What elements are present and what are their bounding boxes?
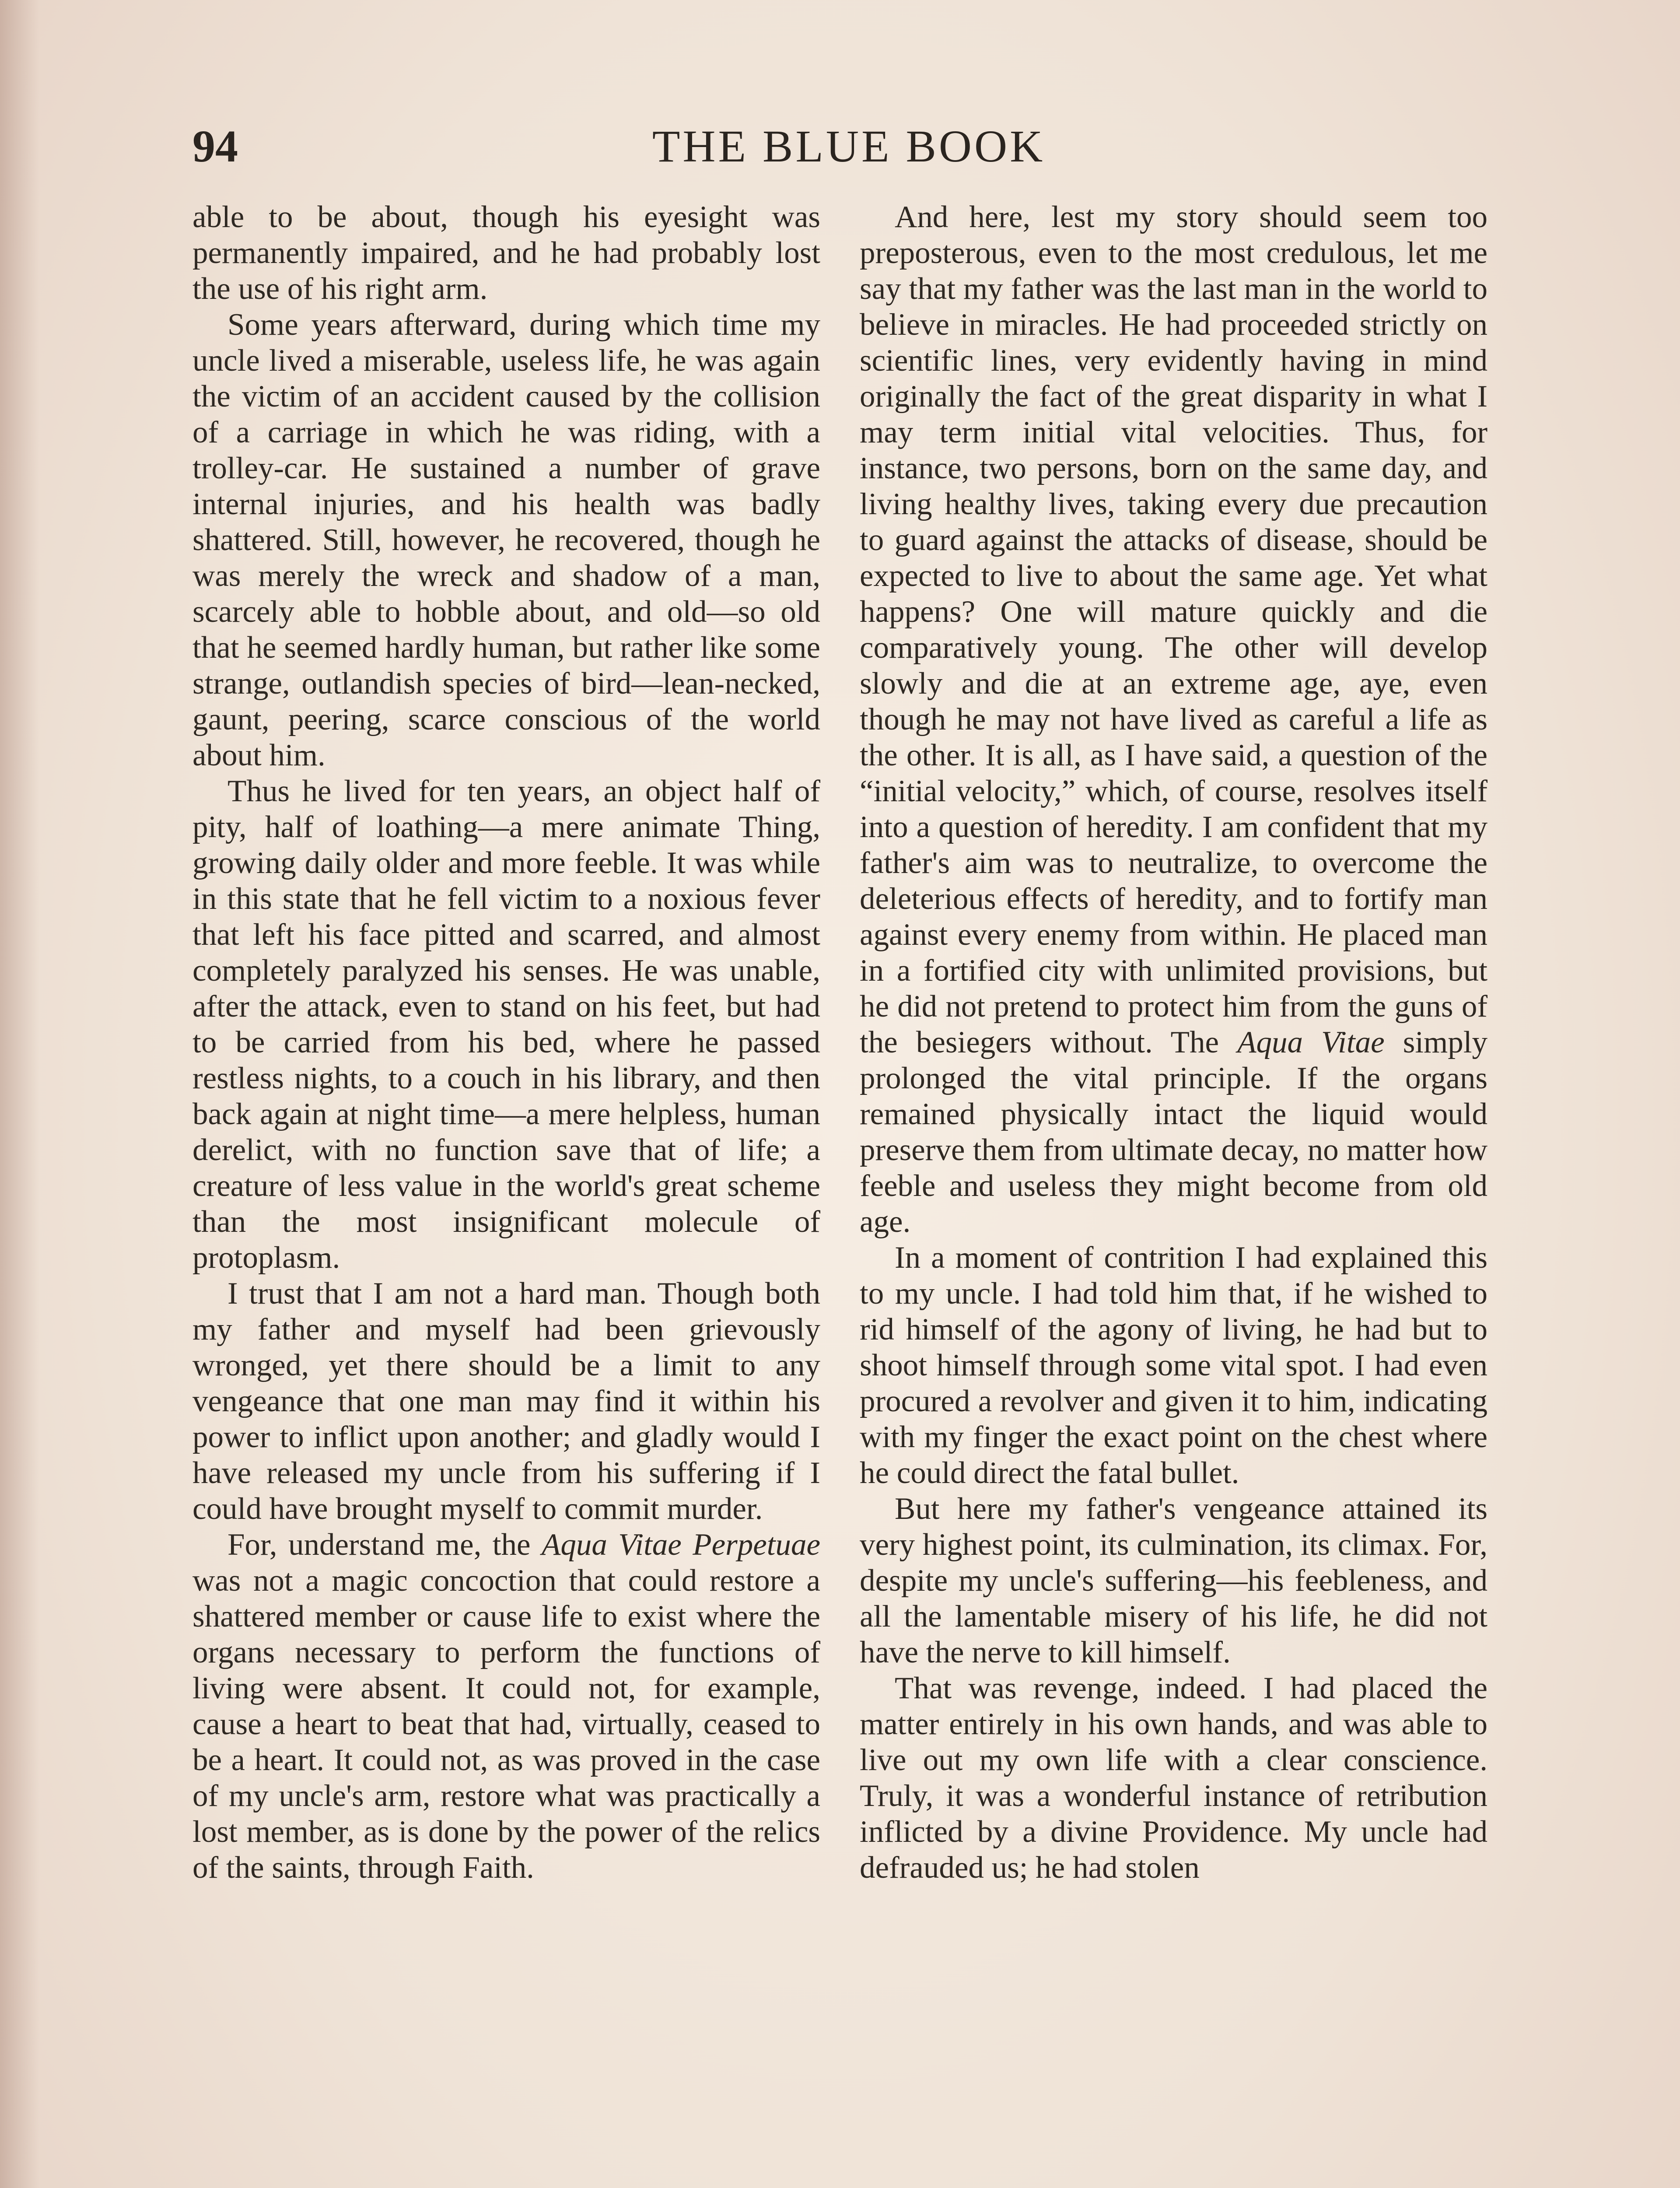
italic-title: Aqua Vitae (1237, 1025, 1385, 1059)
text-run: For, understand me, the (228, 1528, 542, 1562)
page-number: 94 (192, 121, 238, 172)
paragraph: But here my father's vengeance attained its very highest point, its culmination, its climax. For, despite my uncle's suffering—his feebleness, and all the lamentable misery of his life, he did not have the nerve to kill himself. (860, 1492, 1488, 1669)
running-title: THE BLUE BOOK (652, 121, 1046, 172)
page-header (192, 118, 1505, 175)
paragraph: I trust that I am not a hard man. Though both my father and myself had been grievously wronged, yet there should be a limit to any vengeance that one man may find it within his power to inflict upon another; and gladly would I have released my uncle from his suffering if I could have brought myself to commit murder. (192, 1276, 820, 1526)
italic-title: Aqua Vitae Perpetuae (541, 1528, 821, 1562)
paragraph: That was revenge, indeed. I had placed the matter entirely in his own hands, and was able to live out my own life with a clear conscience. Truly, it was a wonderful instance of retribution inflicted by a divine Providence. My uncle had defrauded us; he had stolen (860, 1671, 1488, 1885)
left-column (192, 199, 820, 1886)
text-run: was not a magic concoction that could restore a shattered member or cause life to exist where the organs necessary to perform the functions of living were absent. It could not, for example, cause a heart to beat that had, virtually, ceased to be a heart. It could not, as was proved in the case of my uncle's arm, restore what was practically a lost member, as is done by the power of the relics of the saints, through Faith. (192, 1564, 820, 1885)
paragraph (192, 1527, 820, 1886)
paragraph: In a moment of contrition I had explained this to my uncle. I had told him that, if he wished to rid himself of the agony of living, he had but to shoot himself through some vital spot. I had even procured a revolver and given it to him, indicating with my finger the exact point on the chest where he could direct the fatal bullet. (860, 1241, 1488, 1490)
paragraph: able to be about, though his eyesight was permanently impaired, and he had probably lost the use of his right arm. (192, 200, 820, 306)
paragraph (860, 199, 1488, 1240)
paragraph: Some years afterward, during which time my uncle lived a miserable, useless life, he was again the victim of an accident caused by the collision of a carriage in which he was riding, with a trolley-car. He sustained a number of grave internal injuries, and his health was badly shattered. Still, however, he recovered, though he was merely the wreck and shadow of a man, scarcely able to hobble about, and old—so old that he seemed hardly human, but rather like some strange, outlandish species of bird—lean-necked, gaunt, peering, scarce conscious of the world about him. (192, 308, 820, 772)
text-run: And here, lest my story should seem too preposterous, even to the most credulous, let me say that my father was the last man in the world to believe in miracles. He had proceeded strictly on scientific lines, very evidently having in mind originally the fact of the great disparity in what I may term initial vital velocities. Thus, for instance, two persons, born on the same day, and living healthy lives, taking every due precaution to guard against the attacks of disease, should be expected to live to about the same age. Yet what happens? One will mature quickly and die comparatively young. The other will develop slowly and die at an extreme age, aye, even though he may not have lived as careful a life as the other. It is all, as I have said, a question of the “initial velocity,” which, of course, resolves itself into a question of heredity. I am confident that my father's aim was to neutralize, to overcome the deleterious effects of heredity, and to fortify man against every enemy from within. He placed man in a fortified city with unlimited provisions, but he did not pretend to protect him from the guns of the besiegers without. The (860, 200, 1488, 1059)
paragraph: Thus he lived for ten years, an object half of pity, half of loathing—a mere animate Thing, growing daily older and more feeble. It was while in this state that he fell victim to a noxious fever that left his face pitted and scarred, and almost completely paralyzed his senses. He was unable, after the attack, even to stand on his feet, but had to be carried from his bed, where he passed restless nights, to a couch in his library, and then back again at night time—a mere helpless, human derelict, with no function save that of life; a creature of less value in the world's great scheme than the most insignificant molecule of protoplasm. (192, 774, 820, 1275)
right-column (860, 199, 1488, 1886)
text-run: simply prolonged the vital principle. If the organs remained physically intact the liquid would preserve them from ultimate decay, no matter how feeble and useless they might become from old age. (860, 1025, 1488, 1239)
spine-shadow (0, 0, 39, 2188)
